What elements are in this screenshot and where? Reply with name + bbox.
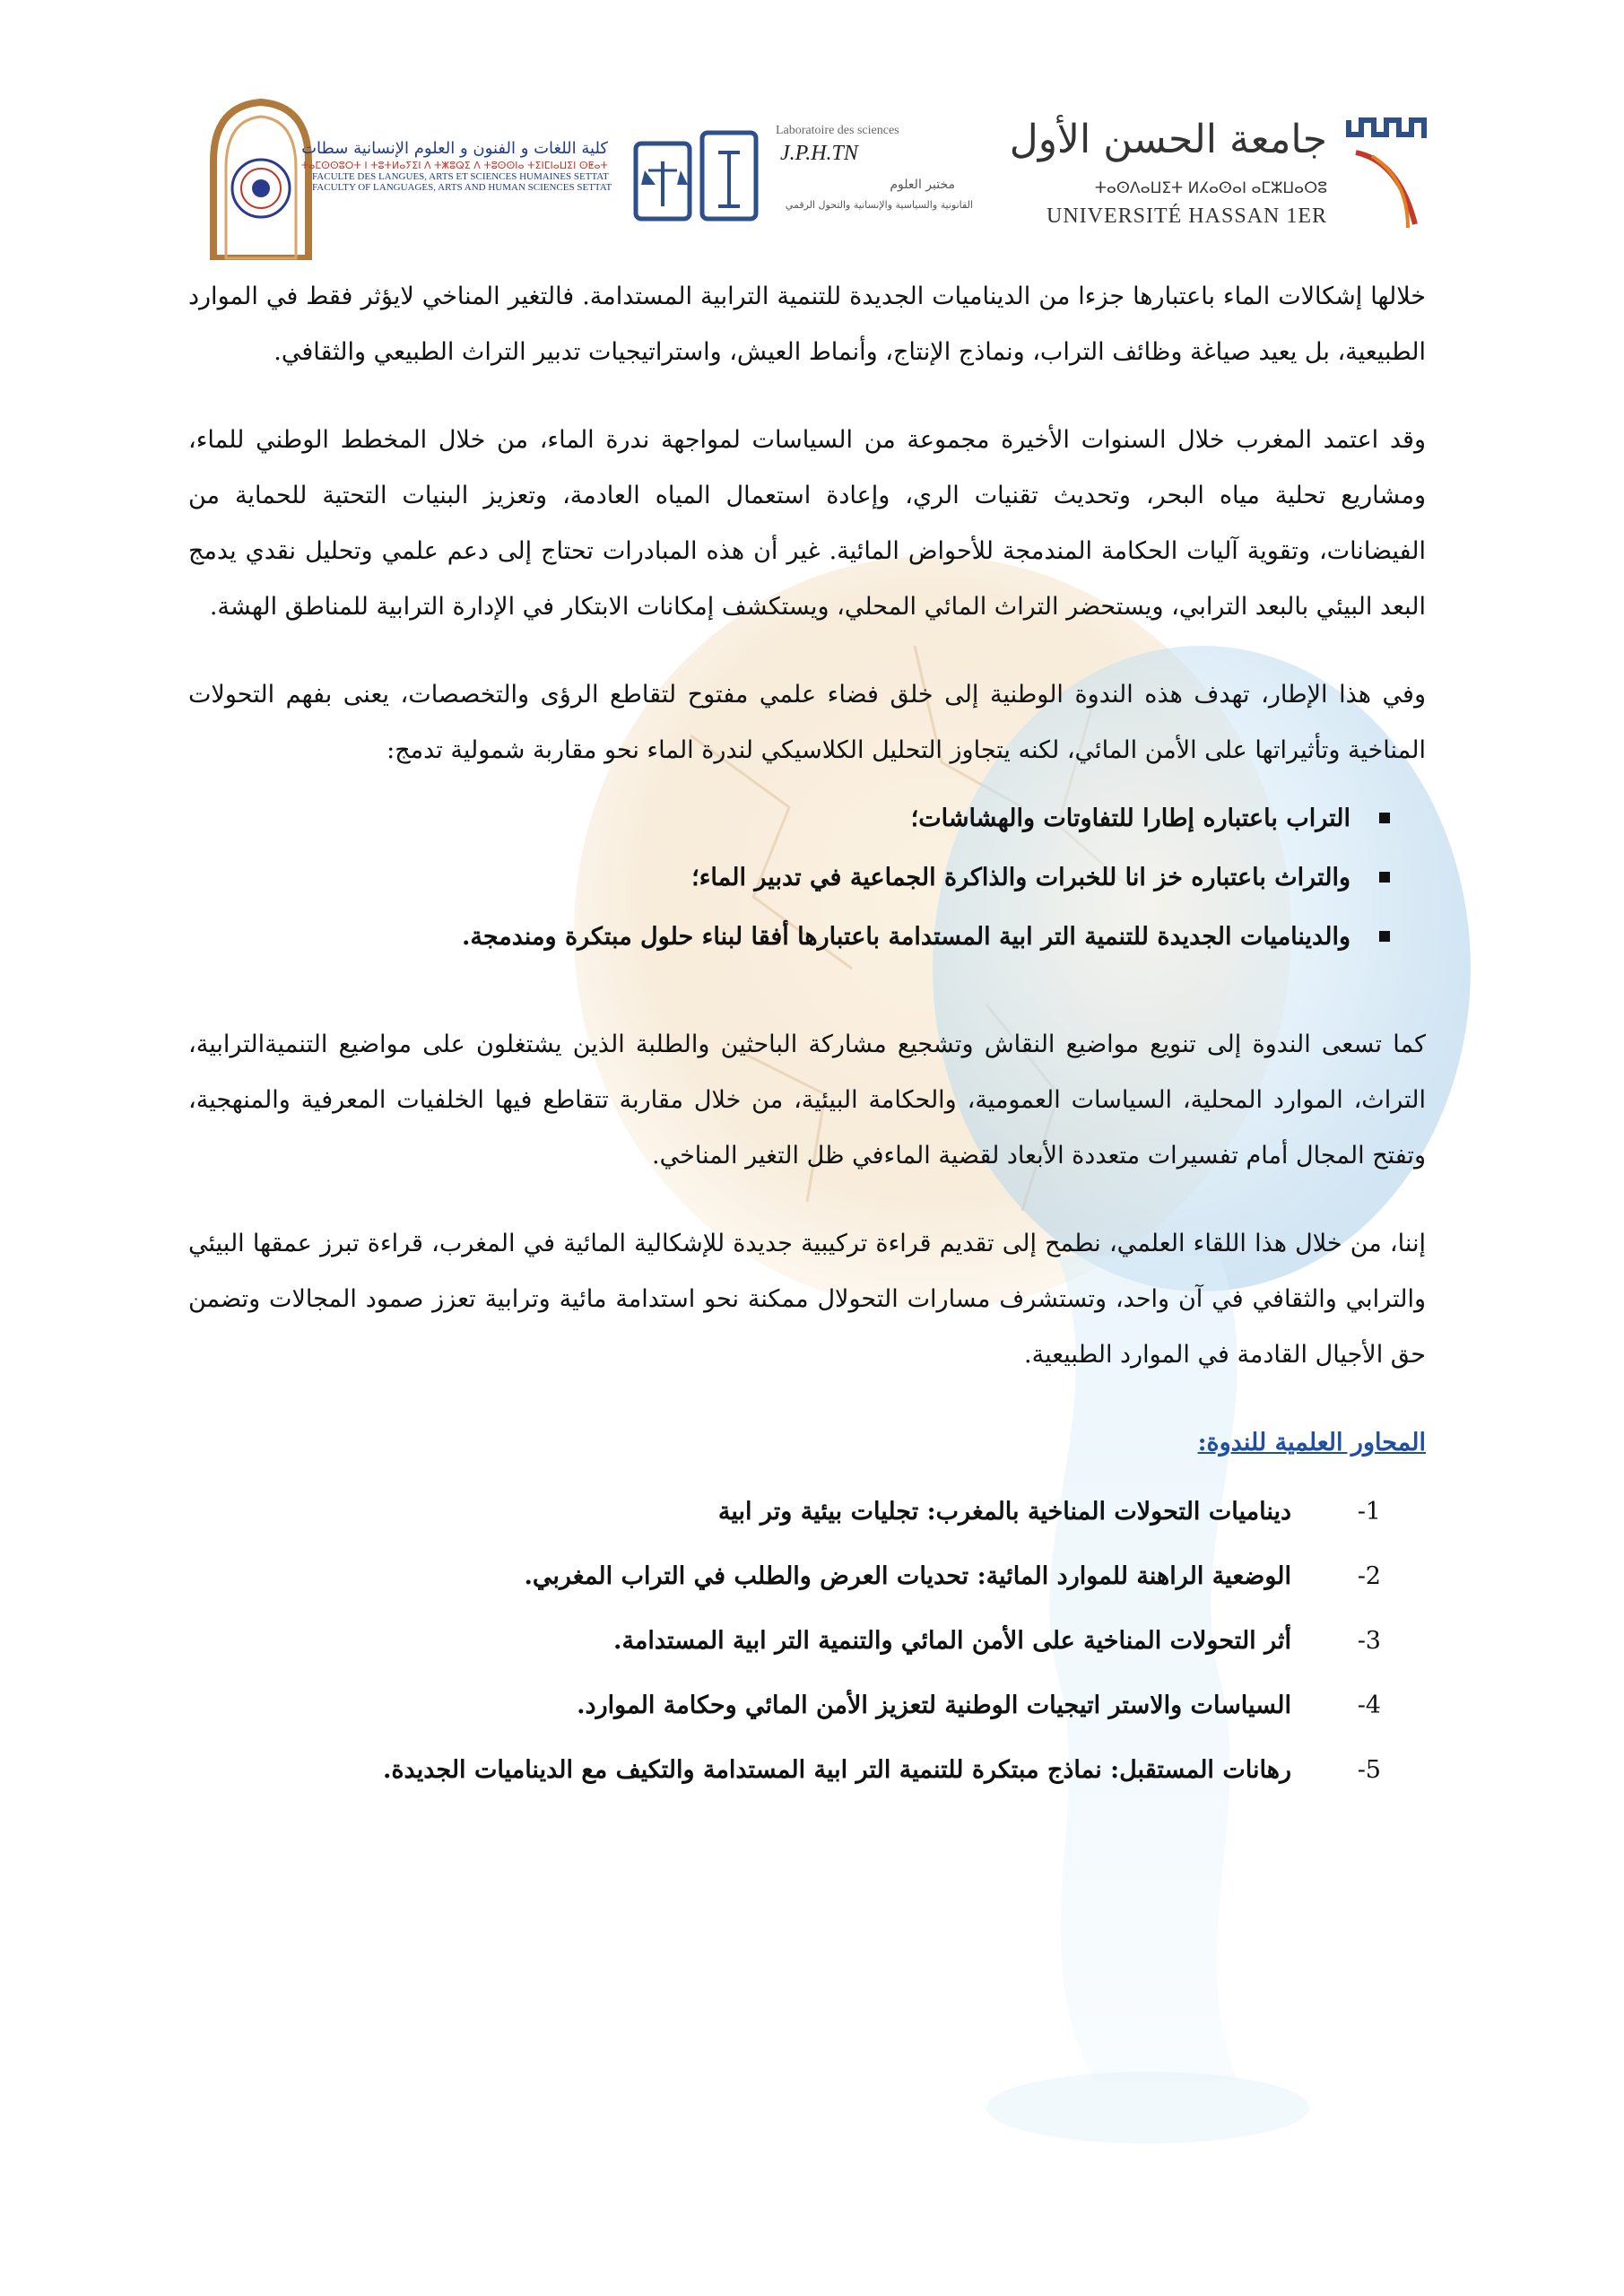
bullet-text: والديناميات الجديدة للتنمية التر ابية المستدامة باعتبارها أفقا لبناء حلول مبتكرة ومندمجة. [461, 923, 1350, 951]
faculty-name-amz: ⵜⴰⵎⵙⵙⵓⵔⵜ ⵏ ⵜⵓⵜⵍⴰⵢⵉⵏ ⴷ ⵜⵥⵓⵕⵉ ⴷ ⵜⵓⵙⵙⵏⴰ ⵜⵉⵏⵎⵏⴰⵡⵉⵏ ⵙⵟⴰⵜ [300, 160, 608, 171]
lab-logo [632, 117, 1009, 251]
square-bullet-icon [1379, 872, 1390, 883]
axis-text: ديناميات التحولات المناخية بالمغرب: تجليات بيئية وتر ابية [717, 1498, 1291, 1526]
paragraph-5: إننا، من خلال هذا اللقاء العلمي، نطمح إلى تقديم قراءة تركيبية جديدة للإشكالية المائية في المغرب، قراءة تبرز عمقها البيئي والترابي والثقافي في آن واحد، وتستشرف مسارات التحولال ممكنة نحو استدامة مائية وترابية تعزز صمود المجالات وتضمن حق الأجيال القادمة في الموارد الطبيعية. [188, 1230, 1426, 1369]
faculty-name-block [300, 139, 612, 193]
axis-text: الوضعية الراهنة للموارد المائية: تحديات العرض والطلب في التراب المغربي. [524, 1562, 1291, 1590]
axis-text: أثر التحولات المناخية على الأمن المائي والتنمية التر ابية المستدامة. [613, 1627, 1291, 1655]
axis-item [188, 1544, 1426, 1609]
faculty-name-ar: كلية اللغات و الفنون و العلوم الإنسانية سطات [301, 139, 608, 158]
document-body [188, 269, 1426, 1803]
axis-number: -2 [1357, 1562, 1381, 1590]
faculty-name-en: FACULTY OF LANGUAGES, ARTS AND HUMAN SCIENCES SETTAT [312, 182, 612, 193]
axes-heading: المحاور العلمية للندوة: [1197, 1429, 1426, 1457]
axis-item [188, 1738, 1426, 1803]
axis-item [188, 1674, 1426, 1738]
paragraph-1: خلالها إشكالات الماء باعتبارها جزءا من الديناميات الجديدة للتنمية الترابية المستدامة. فالتغير المناخي لايؤثر فقط في الموارد الطبيعية، بل يعيد صياغة وظائف التراب، ونماذج الإنتاج، وأنماط العيش، واستراتيجيات تدبير التراث الطبيعي والثقافي. [188, 283, 1426, 366]
axis-text: رهانات المستقبل: نماذج مبتكرة للتنمية التر ابية المستدامة والتكيف مع الديناميات الجديدة. [382, 1756, 1291, 1784]
axis-number: -1 [1357, 1498, 1381, 1526]
square-bullet-icon [1379, 813, 1390, 823]
header-logos [197, 90, 1435, 269]
university-name-fr: UNIVERSITÉ HASSAN 1ER [1046, 204, 1327, 228]
lab-acronym: J.P.H.TN [780, 142, 858, 165]
axis-number: -5 [1357, 1756, 1381, 1784]
bullet-text: التراب باعتباره إطارا للتفاوتات والهشاشات؛ [910, 804, 1350, 832]
lab-name-ar-2: القانونية والسياسية والإنسانية والتحول الرقمي [785, 199, 973, 211]
paragraph-4: كما تسعى الندوة إلى تنويع مواضيع النقاش وتشجيع مشاركة الباحثين والطلبة الذين يشتغلون على مواضيع التنميةالترابية، التراث، الموارد المحلية، السياسات العمومية، والحكامة البيئية، من خلال مقاربة تتقاطع فيها الخلفيات المعرفية والمنهجية، وتفتح المجال أمام تفسيرات متعددة الأبعاد لقضية الماءفي ظل التغير المناخي. [188, 1031, 1426, 1170]
paragraph-2: وقد اعتمد المغرب خلال السنوات الأخيرة مجموعة من السياسات لمواجهة ندرة الماء، من خلال المخطط الوطني للماء، ومشاريع تحلية مياه البحر، وتحديث تقنيات الري، وإعادة استعمال المياه العادمة، وتعزيز البنيات التحتية للحماية من الفيضانات، وتقوية آليات الحكامة المندمجة للأحواض المائية. غير أن هذه المبادرات تحتاج إلى دعم علمي وتحليل نقدي يدمج البعد البيئي بالبعد الترابي، ويستحضر التراث المائي المحلي، ويستكشف إمكانات الابتكار في الإدارة الترابية للمناطق الهشة. [188, 426, 1426, 621]
faculty-logo [197, 90, 610, 269]
square-bullet-icon [1379, 931, 1390, 942]
axis-item [188, 1609, 1426, 1674]
axis-number: -3 [1357, 1627, 1381, 1655]
bullet-item [188, 789, 1390, 848]
lab-name-ar-1: مختبر العلوم [890, 178, 955, 192]
bullet-item [188, 848, 1390, 908]
axis-text: السياسات والاستر اتيجيات الوطنية لتعزيز الأمن المائي وحكامة الموارد. [577, 1692, 1291, 1719]
lab-scales-emblem-icon [632, 126, 767, 224]
axes-list [188, 1480, 1426, 1803]
university-name-amz: ⵜⴰⵙⴷⴰⵡⵉⵜ ⵍⵃⴰⵙⴰⵏ ⴰⵎⵣⵡⴰⵔⵓ [1094, 179, 1327, 197]
lab-name-fr: Laboratoire des sciences [776, 124, 899, 137]
faculty-name-fr: FACULTE DES LANGUES, ARTS ET SCIENCES HUMAINES SETTAT [312, 171, 609, 182]
axis-number: -4 [1357, 1692, 1381, 1719]
university-name-ar: جامعة الحسن الأول [1009, 117, 1327, 162]
bullet-item [188, 908, 1390, 967]
university-tower-emblem-icon [1345, 117, 1435, 233]
axis-item [188, 1480, 1426, 1544]
paragraph-3: وفي هذا الإطار، تهدف هذه الندوة الوطنية إلى خلق فضاء علمي مفتوح لتقاطع الرؤى والتخصصات، يعنى بفهم التحولات المناخية وتأثيراتها على الأمن المائي، لكنه يتجاوز التحليل الكلاسيكي لندرة الماء نحو مقاربة شمولية تدمج: [188, 681, 1426, 764]
bullet-list [188, 789, 1426, 967]
university-logo [1004, 117, 1435, 278]
bullet-text: والتراث باعتباره خز انا للخبرات والذاكرة الجماعية في تدبير الماء؛ [691, 864, 1350, 891]
faculty-arch-emblem-icon [208, 99, 314, 260]
